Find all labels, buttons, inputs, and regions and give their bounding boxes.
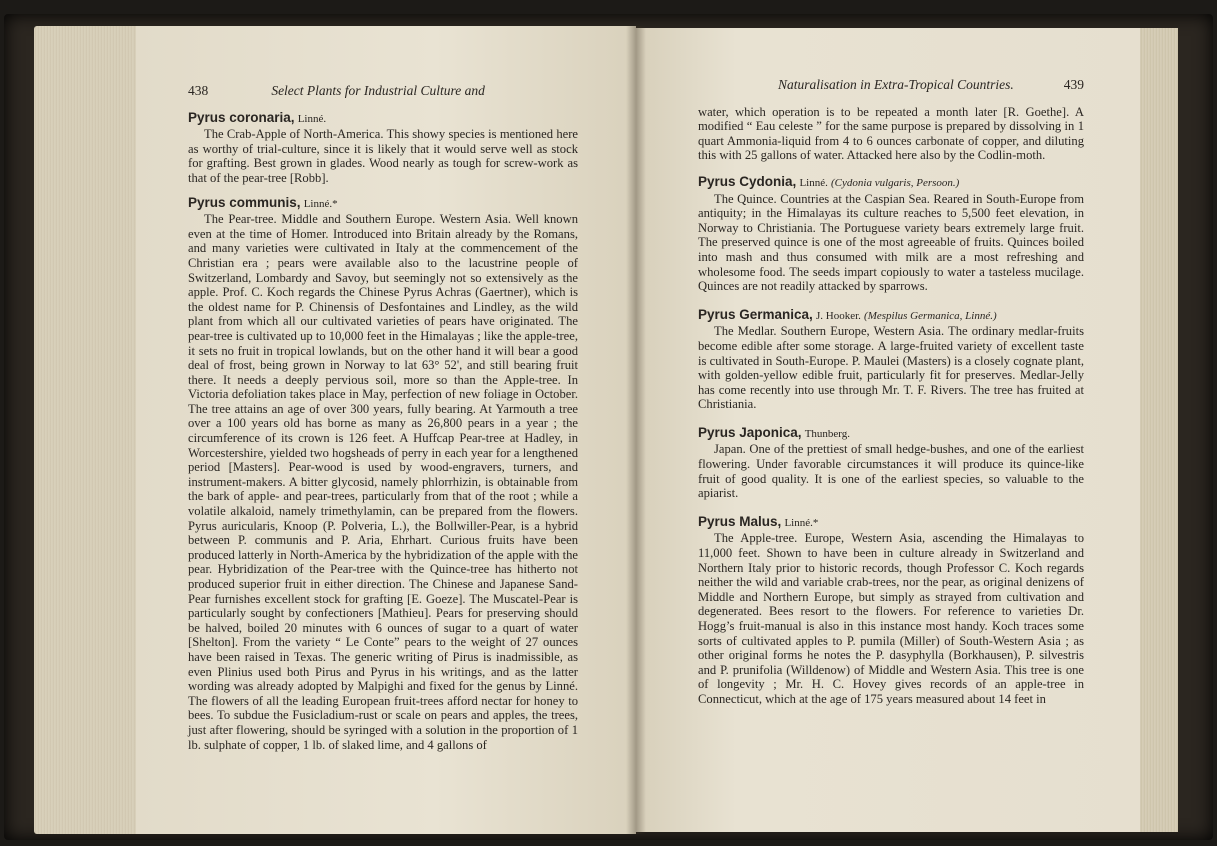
species-entry [698,515,1084,707]
entry-text: The Crab-Apple of North-America. This showy species is mentioned here as worthy of trial-culture, since it is likely that it would serve well as stock for grafting. Best grown in glades. Wood nearly as tough for screw-work as that of the pear-tree [Robb]. [188,127,578,185]
species-entry [188,196,578,753]
entry-heading [698,308,1084,324]
entry-text: Japan. One of the prettiest of small hedge-bushes, and one of the earliest flowering. Under favorable circumstances it will produce its quince-like fruit of good quality. It is one of the earliest species, so valuable to the apiarist. [698,442,1084,501]
species-name: Pyrus Cydonia, [698,173,797,189]
species-authority: Linné. [799,176,828,189]
species-entry [188,111,578,186]
species-name: Pyrus coronaria, [188,109,295,125]
continued-text: water, which operation is to be repeated a month later [R. Goethe]. A modified “ Eau celeste ” for the same purpose is prepared by dissolving in 1 quart Ammonia-liquid from 4 to 6 ounces carbonate of copper, and diluting this with 25 gallons of water. Attacked here also by the Codlin-moth. [698,104,1084,163]
entry-heading [188,111,578,127]
left-page [136,26,636,834]
entry-heading [188,196,578,212]
page-number: 438 [188,83,209,98]
species-name: Pyrus Germanica, [698,306,813,322]
species-entry [698,175,1084,294]
running-title: Naturalisation in Extra-Tropical Countries. [777,77,1014,92]
species-authority: Linné. [297,112,327,125]
species-name: Pyrus communis, [188,194,301,210]
species-entry [698,308,1084,412]
species-synonym: (Mespilus Germanica, Linné.) [864,309,997,322]
entry-text: The Pear-tree. Middle and Southern Europe. Western Asia. Well known even at the time of Homer. Introduced into Britain already by the Romans, and many varieties were cultivated in Italy at the commencement of the Christian era ; pears were available also to the lacustrine people of Switzerland, Lombardy and Savoy, but seemingly not so extensively as the apple. Prof. C. Koch regards the Chinese Pyrus Achras (Gaertner), which is the oldest name for P. Chinensis of Desfontaines and Lindley, as the wild plant from which all our cultivated varieties of pears have originated. The pear-tree is cultivated up to 10,000 feet in the Himalayas ; like the apple-tree, it sets no fruit in tropical lowlands, but on the other hand it will bear a good deal of frost, being grown in Norway to lat 63° 52', and still bearing fruit there. It needs a deeply pervious soil, more so than the Apple-tree. In Victoria defoliation takes place in May, perfection of new foliage in October. The tree attains an age of over 300 years, fully bearing. At Yarmouth a tree over a 100 years old has borne as many as 26,800 pears in a year ; the circumference of its crown is 126 feet. A Huffcap Pear-tree at Hadley, in Worcestershire, yielded two hogsheads of perry in each year for a lengthened period [Masters]. Pear-wood is used by wood-engravers, turners, and instrument-makers. A bitter glycosid, namely phlorrhizin, is obtainable from the bark of apple- and pear-trees, particularly from that of the root ; while a volatile alkaloid, namely trimethylamin, can be prepared from the flowers. Pyrus auricularis, Knoop (P. Polveria, L.), the Bollwiller-Pear, is a hybrid between P. communis and P. Aria, Ehrhart. Curious fruits have been produced latterly in North-America by the hybridization of the apple with the pear. Hybridization of the Pear-tree with the Quince-tree has hitherto not produced superior fruit in either direction. The Chinese and Japanese Sand-Pear furnishes excellent stock for grafting [E. Goeze]. The Muscatel-Pear is particularly sought by confectioners [Mathieu]. Pears for preserving should be halved, boiled 20 minutes with 6 ounces of sugar to a quart of water [Shelton]. From the variety “ Le Conte” pears to the weight of 27 ounces have been raised in Texas. The generic writing of Pirus is inadmissible, as even Plinius used both Pirus and Pyrus in his writings, and as the latter wording was already adopted by Malpighi and fixed for the genus by Linné. The flowers of all the leading European fruit-trees afford nectar for honey to bees. To subdue the Fusicladium-rust or scale on pears and apples, the trees, just after flowering, should be syringed with a solution in the proportion of 1 lb. sulphate of copper, 1 lb. of slaked lime, and 4 gallons of [188,212,578,752]
species-authority: J. Hooker. [815,309,861,322]
species-authority: Thunberg. [804,427,851,440]
book-gutter [626,26,646,834]
entry-heading [698,515,1084,531]
right-page [636,28,1140,832]
entry-text: The Medlar. Southern Europe, Western Asia. The ordinary medlar-fruits become edible after some storage. A large-fruited variety of excellent taste is cultivated in South-Europe. P. Maulei (Masters) is a closely cognate plant, with golden-yellow edible fruit, particularly fit for preserves. Medlar-Jelly has come recently into use through Mr. T. F. Rivers. The tree has fruited at Christiania. [698,324,1084,412]
species-entry [698,426,1084,501]
page-edges-left [34,26,136,834]
entry-text: The Quince. Countries at the Caspian Sea. Reared in South-Europe from antiquity; in the Himalayas its culture reaches to 5,500 feet elevation, in Norway to Christiania. The Portuguese variety bears extremely large fruit. The preserved quince is one of the most agreeable of fruits. Quinces boiled into mash and thus consumed with milk are a most refreshing and wholesome food. The seeds impart copiously to water a tasteless mucilage. Quinces are not readily attacked by sparrows. [698,191,1084,294]
entry-heading [698,175,1084,191]
page-number: 439 [1063,77,1084,92]
running-header [698,78,1084,93]
running-title: Select Plants for Industrial Culture and [271,83,485,98]
species-authority: Linné.* [303,197,338,210]
entry-heading [698,426,1084,442]
species-synonym: (Cydonia vulgaris, Persoon.) [831,176,960,189]
page-edges-right [1140,28,1178,832]
species-authority: Linné.* [784,516,819,529]
running-header [188,84,578,99]
species-name: Pyrus Malus, [698,513,782,529]
species-name: Pyrus Japonica, [698,424,802,440]
entry-text: The Apple-tree. Europe, Western Asia, ascending the Himalayas to 11,000 feet. Shown to have been in culture already in Switzerland and Northern Italy prior to historic records, though Professor C. Koch regards neither the wild and variable crab-trees, nor the pear, as original denizens of Middle and Northern Europe, but simply as strayed from cultivation and degenerated. Bees resort to the flowers. For reference to varieties Dr. Hogg’s fruit-manual is also in this instance most handy. Koch traces some sorts of cultivated apples to P. pumila (Miller) of South-Western Asia ; as other original forms he notes the P. dasyphylla (Borkhausen), P. silvestris and P. prunifolia (Willdenow) of Middle and Western Asia. This tree is one of longevity ; Mr. H. C. Hovey gives records of an apple-tree in Connecticut, which at the age of 175 years measured about 14 feet in [698,531,1084,706]
